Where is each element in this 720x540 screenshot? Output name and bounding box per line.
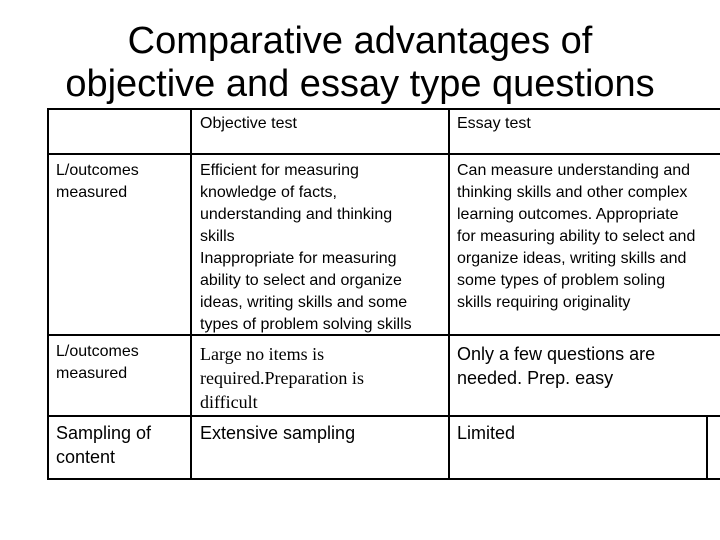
row-1-essay: Can measure understanding and thinking skills and other complex learning outcomes. Appropriate for measuring ability to select and organize ideas, writing skills and some types of problem soling skills requiring originality xyxy=(457,162,696,311)
row-3-label: Sampling of content xyxy=(56,423,152,467)
row-3-essay: Limited xyxy=(457,423,516,443)
row-1-objective: Efficient for measuring knowledge of facts, understanding and thinking skills Inappropriate for measuring ability to select and organize ideas, writing skills and some types of problem solving skills xyxy=(200,162,412,333)
title-line-2: objective and essay type questions xyxy=(65,63,655,105)
column-divider-1 xyxy=(190,108,192,480)
row-2-essay: Only a few questions are needed. Prep. easy xyxy=(457,344,656,388)
header-essay-test: Essay test xyxy=(457,115,531,132)
row-divider-1 xyxy=(47,153,720,155)
column-divider-2 xyxy=(448,108,450,480)
row-2-label: L/outcomes measured xyxy=(56,343,139,382)
slide-title xyxy=(0,20,720,106)
row-2-objective: Large no items is required.Preparation is difficult xyxy=(200,344,364,412)
row-3-objective: Extensive sampling xyxy=(200,423,356,443)
title-line-1: Comparative advantages of xyxy=(127,20,593,62)
header-objective-test: Objective test xyxy=(200,115,297,132)
row-divider-3 xyxy=(47,415,720,417)
row-1-label: L/outcomes measured xyxy=(56,162,139,201)
